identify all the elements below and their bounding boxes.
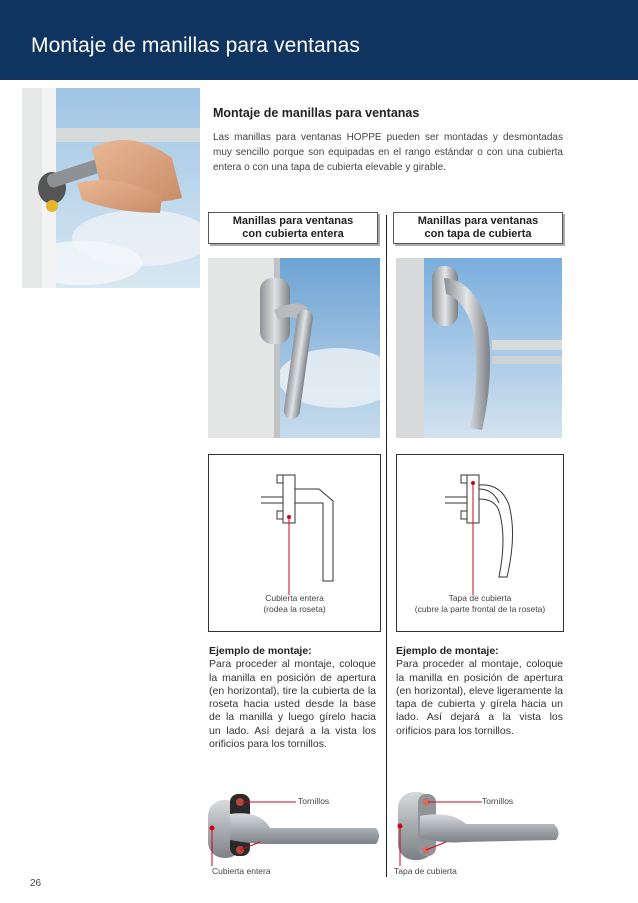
handle-detail-cap-cover xyxy=(390,780,562,872)
label-cap-cover: Tapa de cubierta xyxy=(394,866,457,876)
column-divider xyxy=(386,215,387,877)
intro-paragraph: Las manillas para ventanas HOPPE pueden ser montadas y desmontadas muy sencillo porque son equipadas en el rango estándar o con una cubierta entera o con una tapa de cubierta elevable y girable. xyxy=(213,132,563,173)
caption-line1: Cubierta entera xyxy=(265,593,324,603)
label-screws: Tornillos xyxy=(298,796,330,806)
diagram-cap-cover xyxy=(396,454,564,632)
section-title: Montaje de manillas para ventanas xyxy=(213,106,420,120)
example-text: Para proceder al montaje, coloque la manilla en posición de apertura (en horizontal), tire la cubierta de la roseta hacia usted desde la base de la manilla y luego gírelo hacia un lado. Así dejará a la vista los orificios para los tornillos. xyxy=(209,658,376,751)
example-text: Para proceder al montaje, coloque la manilla en posición de apertura (en horizontal), eleve ligeramente la tapa de cubierta y gírela hacia un lado. Así dejará a la vista los orificios para los tornillos. xyxy=(396,658,563,737)
diagram-caption xyxy=(209,593,380,615)
caption-line2: (rodea la roseta) xyxy=(263,604,326,614)
example-title: Ejemplo de montaje: xyxy=(209,645,312,657)
caption-line2: (cubre la parte frontal de la roseta) xyxy=(414,604,546,614)
product-photo-cap-cover xyxy=(396,258,562,438)
column-heading-cap-cover xyxy=(393,212,563,244)
heading-line2: con tapa de cubierta xyxy=(424,228,532,240)
heading-line2: con cubierta entera xyxy=(242,228,344,240)
product-photo-full-cover xyxy=(208,258,380,438)
label-screws: Tornillos xyxy=(482,796,514,806)
diagram-caption xyxy=(397,593,563,615)
example-cap-cover xyxy=(396,645,563,738)
example-full-cover xyxy=(209,645,376,751)
caption-line1: Tapa de cubierta xyxy=(448,593,512,603)
page-header xyxy=(0,0,638,80)
example-title: Ejemplo de montaje: xyxy=(396,645,499,657)
installation-photo xyxy=(22,88,200,288)
handle-detail-full-cover xyxy=(200,780,382,872)
diagram-full-cover xyxy=(208,454,381,632)
column-heading-full-cover xyxy=(208,212,378,244)
page-title: Montaje de manillas para ventanas xyxy=(31,34,360,57)
page-number: 26 xyxy=(30,878,42,889)
heading-line1: Manillas para ventanas xyxy=(232,215,354,227)
label-full-cover: Cubierta entera xyxy=(212,866,271,876)
heading-line1: Manillas para ventanas xyxy=(417,215,539,227)
